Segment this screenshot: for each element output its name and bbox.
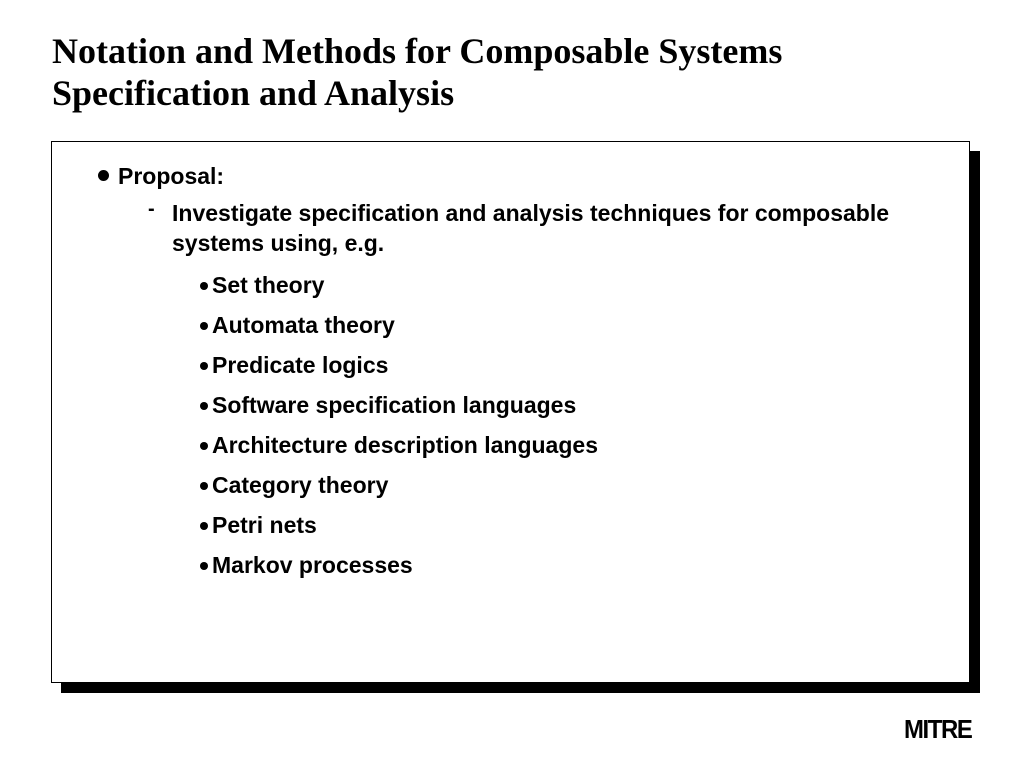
list-item	[200, 431, 598, 471]
bullet-proposal-label: Proposal:	[118, 163, 225, 189]
list-item	[200, 471, 598, 511]
technique-list	[200, 271, 598, 591]
bullet-dot-icon	[200, 562, 208, 570]
bullet-dot-icon	[200, 442, 208, 450]
bullet-dot-icon	[200, 282, 208, 290]
list-item	[200, 551, 598, 591]
list-item	[200, 311, 598, 351]
sub-bullet-investigate	[148, 198, 918, 258]
bullet-dot-icon	[200, 362, 208, 370]
list-item-label: Set theory	[212, 272, 325, 298]
bullet-proposal	[98, 162, 224, 190]
sub-bullet-text: Investigate specification and analysis techniques for composable systems using, e.g.	[172, 200, 890, 256]
slide-title-line-1: Notation and Methods for Composable Systems	[52, 31, 783, 71]
list-item-label: Architecture description languages	[212, 432, 598, 458]
slide-title	[52, 30, 992, 114]
list-item-label: Software specification languages	[212, 392, 577, 418]
bullet-dot-icon	[200, 322, 208, 330]
list-item	[200, 351, 598, 391]
list-item-label: Petri nets	[212, 512, 317, 538]
dash-icon: -	[148, 198, 155, 220]
slide-title-line-2: Specification and Analysis	[52, 73, 455, 113]
bullet-dot-icon	[98, 170, 109, 181]
bullet-dot-icon	[200, 402, 208, 410]
mitre-logo: MITRE	[904, 714, 972, 744]
list-item-label: Predicate logics	[212, 352, 389, 378]
list-item	[200, 511, 598, 551]
list-item	[200, 271, 598, 311]
bullet-dot-icon	[200, 522, 208, 530]
list-item	[200, 391, 598, 431]
list-item-label: Markov processes	[212, 552, 413, 578]
list-item-label: Automata theory	[212, 312, 395, 338]
list-item-label: Category theory	[212, 472, 389, 498]
bullet-dot-icon	[200, 482, 208, 490]
content-box	[51, 141, 970, 683]
